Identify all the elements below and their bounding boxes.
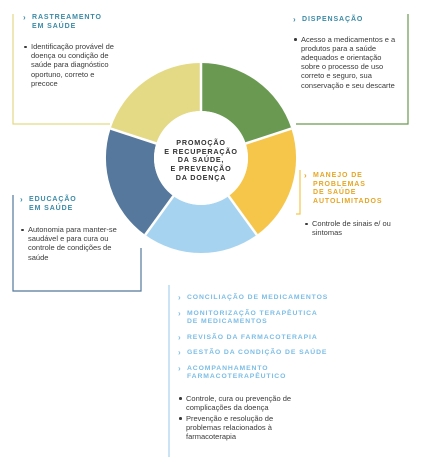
chevron-icon: › xyxy=(178,293,182,302)
center-line-1: PROMOÇÃO xyxy=(176,138,226,147)
chevron-icon: › xyxy=(20,195,24,204)
manejo-title-line-2: PROBLEMAS xyxy=(313,180,366,188)
section-rastreamento xyxy=(23,14,123,88)
connector-manejo xyxy=(296,170,300,214)
educacao-item: Autonomia para manter-se saudável e para cura ou controle de condições de saúde xyxy=(20,225,122,262)
section-dispensacao xyxy=(293,16,405,90)
rastreamento-title-line-2: EM SAÚDE xyxy=(32,22,77,30)
educacao-title-line-2: EM SAÚDE xyxy=(29,204,74,212)
center-label xyxy=(158,139,244,183)
dispensacao-title xyxy=(293,16,405,25)
dispensacao-item: Acesso a medicamentos e a produtos para a saúde adequados e orientação sobre o processo de uso correto e seguro, sua conservação e seu descarte xyxy=(293,35,401,90)
chevron-icon: › xyxy=(178,363,182,373)
section-servicos xyxy=(178,294,338,442)
rastreamento-item: Identificação provável de doença ou condição de saúde para diagnóstico oportuno, correto e precoce xyxy=(23,42,117,88)
section-educacao xyxy=(20,196,130,262)
servicos-heading-4-text: GESTÃO DA CONDIÇÃO DE SAÚDE xyxy=(187,349,328,356)
manejo-title-line-1: MANEJO DE xyxy=(313,172,363,179)
chevron-icon: › xyxy=(178,348,182,357)
dispensacao-title-line-1: DISPENSAÇÃO xyxy=(302,16,364,23)
servicos-heading-2 xyxy=(178,310,327,327)
educacao-title xyxy=(20,196,130,213)
servicos-heading-3 xyxy=(178,334,338,343)
manejo-item: Controle de sinais e/ ou sintomas xyxy=(304,219,400,237)
chevron-icon: › xyxy=(178,332,182,342)
servicos-heading-1-text: CONCILIAÇÃO DE MEDICAMENTOS xyxy=(187,294,329,301)
servicos-heading-5-text: ACOMPANHAMENTO FARMACOTERAPÊUTICO xyxy=(187,364,287,380)
servicos-item-2: Prevenção e resolução de problemas relacionados à farmacoterapia xyxy=(178,414,298,442)
rastreamento-title-line-1: RASTREAMENTO xyxy=(32,14,102,21)
manejo-title-line-4: AUTOLIMITADOS xyxy=(313,197,383,205)
servicos-item-1: Controle, cura ou prevenção de complicações da doença xyxy=(178,394,298,412)
center-line-5: DA DOENÇA xyxy=(175,172,227,182)
center-line-3: DA SAÚDE, xyxy=(177,155,225,165)
chevron-icon: › xyxy=(304,171,308,180)
servicos-heading-2-text: MONITORIZAÇÃO TERAPÊUTICA DE MEDICAMENTOS xyxy=(187,309,318,325)
chevron-icon: › xyxy=(178,308,182,318)
center-line-4: E PREVENÇÃO xyxy=(170,164,232,174)
chevron-icon: › xyxy=(23,13,27,22)
manejo-title xyxy=(304,172,404,206)
servicos-heading-1 xyxy=(178,294,338,303)
servicos-heading-5 xyxy=(178,365,307,382)
rastreamento-title xyxy=(23,14,123,31)
center-line-2: E RECUPERAÇÃO xyxy=(164,146,238,156)
manejo-title-line-3: DE SAÚDE xyxy=(313,189,357,196)
educacao-title-line-1: EDUCAÇÃO xyxy=(29,196,77,203)
section-manejo xyxy=(304,172,404,237)
chevron-icon: › xyxy=(293,15,297,24)
servicos-heading-3-text: REVISÃO DA FARMACOTERAPIA xyxy=(187,333,318,341)
servicos-heading-4 xyxy=(178,349,338,358)
